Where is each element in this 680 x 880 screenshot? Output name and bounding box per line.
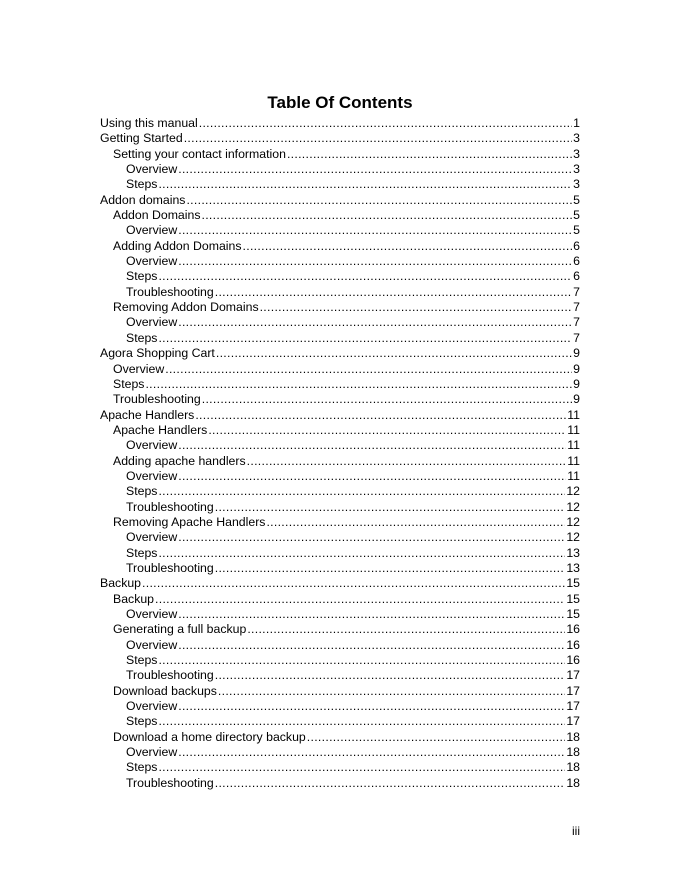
toc-entry-label: Overview [113, 361, 165, 376]
toc-dot-leader [178, 223, 572, 238]
toc-entry-page: 12 [566, 484, 580, 499]
toc-entry-label: Agora Shopping Cart [100, 346, 215, 361]
toc-dot-leader [178, 745, 565, 760]
toc-entry-page: 16 [566, 622, 580, 637]
toc-entry-page: 18 [566, 729, 580, 744]
toc-dot-leader [178, 315, 572, 330]
toc-entry[interactable] [100, 622, 580, 637]
toc-entry[interactable] [100, 300, 580, 315]
toc-dot-leader [266, 515, 565, 530]
toc-entry-page: 9 [573, 392, 580, 407]
toc-dot-leader [158, 269, 572, 284]
toc-entry[interactable] [100, 730, 580, 745]
toc-entry-label: Removing Addon Domains [113, 300, 259, 315]
toc-dot-leader [178, 438, 566, 453]
toc-entry[interactable] [100, 484, 580, 499]
toc-entry[interactable] [100, 668, 580, 683]
toc-entry-label: Overview [126, 223, 178, 238]
toc-entry-label: Troubleshooting [126, 775, 214, 790]
toc-dot-leader [158, 653, 565, 668]
toc-entry-label: Troubleshooting [113, 392, 201, 407]
toc-entry-label: Backup [100, 576, 142, 591]
toc-entry-label: Overview [126, 438, 178, 453]
toc-entry[interactable] [100, 208, 580, 223]
toc-dot-leader [142, 576, 565, 591]
toc-entry[interactable] [100, 254, 580, 269]
toc-entry[interactable] [100, 285, 580, 300]
toc-entry-label: Steps [126, 484, 158, 499]
toc-entry[interactable] [100, 561, 580, 576]
toc-entry[interactable] [100, 147, 580, 162]
toc-dot-leader [202, 208, 573, 223]
toc-entry-page: 6 [573, 254, 580, 269]
toc-entry[interactable] [100, 315, 580, 330]
toc-entry-page: 11 [567, 453, 580, 468]
toc-entry-label: Overview [126, 607, 178, 621]
toc-entry[interactable] [100, 193, 580, 208]
toc-entry-label: Steps [126, 545, 158, 560]
toc-dot-leader [199, 116, 572, 131]
toc-entry[interactable] [100, 408, 580, 423]
toc-dot-leader [158, 484, 565, 499]
toc-dot-leader [158, 714, 565, 729]
toc-entry-label: Overview [126, 745, 178, 760]
toc-entry-label: Backup [113, 591, 155, 606]
toc-entry-page: 9 [573, 346, 580, 361]
toc-entry-page: 9 [573, 361, 580, 376]
toc-entry-label: Apache Handlers [113, 422, 208, 437]
toc-dot-leader [178, 162, 572, 177]
toc-dot-leader [218, 684, 565, 699]
toc-entry-page: 13 [566, 545, 580, 560]
toc-dot-leader [178, 469, 566, 484]
table-of-contents [100, 116, 580, 791]
toc-dot-leader [260, 300, 573, 315]
toc-entry-label: Troubleshooting [126, 560, 214, 575]
toc-entry-label: Overview [126, 530, 178, 545]
toc-entry-page: 7 [573, 300, 580, 315]
toc-entry[interactable] [100, 684, 580, 699]
toc-dot-leader [178, 530, 565, 545]
toc-entry-page: 9 [573, 376, 580, 391]
toc-entry[interactable] [100, 239, 580, 254]
toc-entry-page: 3 [573, 177, 580, 192]
toc-entry-page: 7 [573, 284, 580, 299]
toc-entry-label: Using this manual [100, 116, 198, 130]
toc-entry[interactable] [100, 699, 580, 714]
toc-entry-page: 18 [566, 760, 580, 775]
toc-entry-label: Overview [126, 699, 178, 714]
toc-entry-page: 15 [566, 576, 580, 591]
toc-entry-page: 16 [566, 653, 580, 668]
toc-entry[interactable] [100, 162, 580, 177]
toc-entry[interactable] [100, 346, 580, 361]
toc-entry-page: 11 [567, 407, 580, 422]
page-number: iii [572, 824, 580, 838]
toc-entry[interactable] [100, 745, 580, 760]
toc-entry-label: Overview [126, 468, 178, 483]
toc-entry[interactable] [100, 515, 580, 530]
toc-entry[interactable] [100, 331, 580, 346]
toc-entry-label: Steps [113, 376, 145, 391]
toc-dot-leader [178, 607, 565, 622]
toc-entry-page: 5 [573, 208, 580, 223]
toc-entry-label: Overview [126, 162, 178, 177]
toc-dot-leader [215, 776, 566, 791]
toc-entry[interactable] [100, 546, 580, 561]
toc-dot-leader [178, 699, 565, 714]
toc-entry-page: 12 [566, 530, 580, 545]
toc-entry-page: 3 [573, 146, 580, 161]
toc-entry[interactable] [100, 592, 580, 607]
toc-dot-leader [155, 592, 565, 607]
toc-dot-leader [158, 760, 565, 775]
toc-entry-label: Overview [126, 637, 178, 652]
toc-entry[interactable] [100, 776, 580, 791]
toc-dot-leader [247, 622, 565, 637]
page-title: Table Of Contents [267, 93, 413, 112]
toc-entry-page: 17 [566, 668, 580, 683]
toc-dot-leader [158, 546, 565, 561]
toc-entry-label: Addon Domains [113, 208, 201, 223]
toc-entry[interactable] [100, 607, 580, 622]
toc-entry-page: 3 [573, 162, 580, 177]
toc-entry-label: Troubleshooting [126, 284, 214, 299]
toc-entry-label: Download a home directory backup [113, 729, 306, 744]
toc-entry-label: Getting Started [100, 131, 183, 146]
toc-entry[interactable] [100, 714, 580, 729]
toc-entry-label: Troubleshooting [126, 499, 214, 514]
toc-entry[interactable] [100, 177, 580, 192]
toc-entry-page: 7 [573, 330, 580, 345]
toc-dot-leader [215, 561, 566, 576]
toc-entry[interactable] [100, 653, 580, 668]
toc-entry-page: 15 [566, 591, 580, 606]
toc-entry-page: 6 [573, 269, 580, 284]
toc-entry-page: 6 [573, 238, 580, 253]
toc-entry-page: 15 [566, 607, 580, 621]
toc-dot-leader [202, 392, 572, 407]
toc-entry[interactable] [100, 423, 580, 438]
toc-entry-page: 13 [566, 560, 580, 575]
toc-entry[interactable] [100, 469, 580, 484]
toc-entry[interactable] [100, 500, 580, 515]
toc-dot-leader [208, 423, 566, 438]
toc-dot-leader [215, 500, 566, 515]
toc-entry-label: Setting your contact information [113, 146, 286, 161]
toc-entry-label: Adding Addon Domains [113, 238, 242, 253]
toc-entry-label: Addon domains [100, 192, 186, 207]
toc-dot-leader [178, 638, 565, 653]
toc-entry-label: Removing Apache Handlers [113, 514, 266, 529]
toc-entry-page: 5 [573, 192, 580, 207]
toc-entry-page: 5 [573, 223, 580, 238]
toc-entry-label: Adding apache handlers [113, 453, 246, 468]
toc-entry[interactable] [100, 760, 580, 775]
toc-entry-page: 17 [566, 683, 580, 698]
toc-entry-page: 11 [567, 438, 580, 453]
toc-entry-page: 17 [566, 714, 580, 729]
toc-entry-page: 1 [573, 116, 580, 130]
toc-dot-leader [184, 131, 572, 146]
toc-entry-page: 3 [573, 131, 580, 146]
toc-entry[interactable] [100, 438, 580, 453]
toc-entry-label: Troubleshooting [126, 668, 214, 683]
toc-entry[interactable] [100, 392, 580, 407]
toc-entry-label: Steps [126, 177, 158, 192]
toc-dot-leader [307, 730, 566, 745]
toc-dot-leader [243, 239, 573, 254]
toc-dot-leader [145, 377, 572, 392]
toc-dot-leader [216, 346, 572, 361]
toc-dot-leader [287, 147, 572, 162]
toc-entry-label: Download backups [113, 683, 217, 698]
toc-entry-label: Overview [126, 315, 178, 330]
toc-entry-label: Generating a full backup [113, 622, 247, 637]
toc-entry-page: 18 [566, 775, 580, 790]
toc-entry[interactable] [100, 223, 580, 238]
toc-dot-leader [178, 254, 572, 269]
toc-entry[interactable] [100, 362, 580, 377]
toc-entry[interactable] [100, 269, 580, 284]
toc-entry[interactable] [100, 131, 580, 146]
toc-entry[interactable] [100, 638, 580, 653]
toc-entry-page: 17 [566, 699, 580, 714]
toc-dot-leader [158, 331, 572, 346]
toc-entry-label: Steps [126, 330, 158, 345]
toc-entry-page: 11 [567, 422, 580, 437]
toc-entry-label: Steps [126, 714, 158, 729]
toc-entry-label: Overview [126, 254, 178, 269]
toc-dot-leader [247, 454, 567, 469]
toc-entry-label: Steps [126, 269, 158, 284]
toc-entry-page: 18 [566, 745, 580, 760]
toc-entry-label: Steps [126, 653, 158, 668]
toc-dot-leader [158, 177, 572, 192]
toc-dot-leader [195, 408, 566, 423]
toc-entry[interactable] [100, 377, 580, 392]
toc-entry-label: Steps [126, 760, 158, 775]
toc-entry[interactable] [100, 116, 580, 131]
toc-entry[interactable] [100, 576, 580, 591]
toc-entry-page: 11 [567, 468, 580, 483]
toc-entry-page: 16 [566, 637, 580, 652]
toc-dot-leader [215, 668, 566, 683]
toc-dot-leader [165, 362, 572, 377]
toc-entry[interactable] [100, 454, 580, 469]
toc-entry-page: 7 [573, 315, 580, 330]
toc-dot-leader [186, 193, 572, 208]
toc-dot-leader [215, 285, 572, 300]
toc-entry[interactable] [100, 530, 580, 545]
toc-entry-label: Apache Handlers [100, 407, 195, 422]
toc-entry-page: 12 [566, 514, 580, 529]
toc-entry-page: 12 [566, 499, 580, 514]
